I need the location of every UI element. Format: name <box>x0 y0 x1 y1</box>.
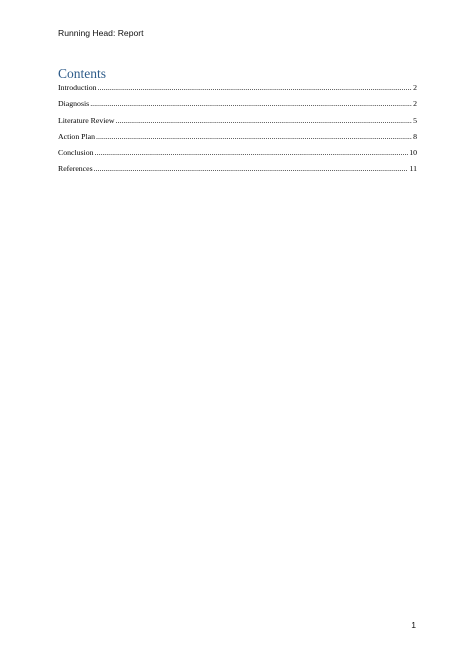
toc-entry-page: 5 <box>413 115 417 125</box>
toc-entry-title: Conclusion <box>58 148 94 158</box>
page-number: 1 <box>411 620 416 630</box>
toc-entry-conclusion[interactable] <box>58 148 417 164</box>
toc-entry-page: 8 <box>413 131 417 141</box>
toc-entry-title: Introduction <box>58 83 97 92</box>
toc-entry-references[interactable] <box>58 164 417 180</box>
toc-dot-leader <box>95 148 409 158</box>
toc-dot-leader <box>94 164 409 174</box>
toc-entry-title: References <box>58 164 93 174</box>
toc-entry-introduction[interactable] <box>58 83 417 99</box>
table-of-contents <box>58 83 417 181</box>
toc-entry-title: Literature Review <box>58 115 115 125</box>
toc-dot-leader <box>98 83 413 93</box>
toc-heading: Contents <box>58 66 107 81</box>
toc-entry-title: Action Plan <box>58 131 96 141</box>
toc-dot-leader <box>116 116 413 126</box>
toc-entry-page: 10 <box>409 148 417 158</box>
toc-entry-literature-review[interactable] <box>58 116 417 132</box>
toc-entry-action-plan[interactable] <box>58 132 417 148</box>
toc-entry-diagnosis[interactable] <box>58 99 417 115</box>
running-head: Running Head: Report <box>58 28 144 38</box>
toc-entry-page: 2 <box>413 99 417 109</box>
toc-entry-page: 2 <box>413 83 417 92</box>
toc-dot-leader <box>90 99 412 109</box>
toc-entry-page: 11 <box>409 164 417 174</box>
toc-entry-title: Diagnosis <box>58 99 90 109</box>
toc-dot-leader <box>96 132 412 142</box>
